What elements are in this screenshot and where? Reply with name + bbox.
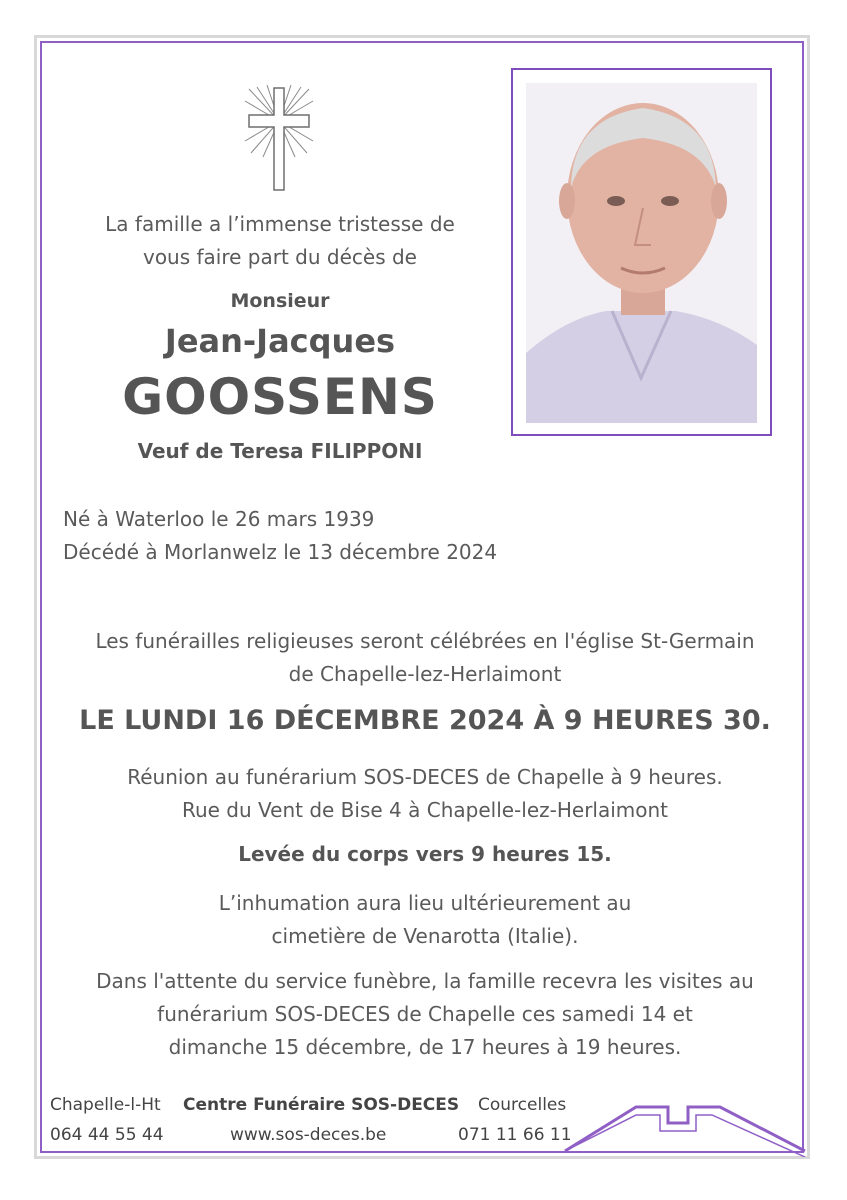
visits-info xyxy=(45,965,805,1064)
house-outline-icon xyxy=(470,1095,812,1157)
birth-line: Né à Waterloo le 26 mars 1939 xyxy=(63,507,375,531)
footer-left-phone: 064 44 55 44 xyxy=(50,1125,164,1145)
intro-line-2: vous faire part du décès de xyxy=(142,245,417,269)
portrait-image xyxy=(526,83,757,423)
footer-right-phone: 071 11 66 11 xyxy=(458,1125,572,1145)
visits-line-1: Dans l'attente du service funèbre, la famille recevra les visites au xyxy=(96,969,754,993)
levee-du-corps: Levée du corps vers 9 heures 15. xyxy=(238,842,612,866)
footer-company-name: Centre Funéraire SOS-DECES xyxy=(183,1095,460,1115)
funeral-place xyxy=(45,625,805,691)
visits-line-3: dimanche 15 décembre, de 17 heures à 19 heures. xyxy=(168,1035,682,1059)
intro-line-1: La famille a l’immense tristesse de xyxy=(105,212,455,236)
funeral-date-time: LE LUNDI 16 DÉCEMBRE 2024 À 9 HEURES 30. xyxy=(79,705,771,736)
intro-text xyxy=(60,208,500,274)
last-name: GOOSSENS xyxy=(122,368,438,426)
reunion-line-2: Rue du Vent de Bise 4 à Chapelle-lez-Herlaimont xyxy=(181,798,669,822)
inhumation-line-1: L’inhumation aura lieu ultérieurement au xyxy=(218,891,632,915)
reunion-line-1: Réunion au funérarium SOS-DECES de Chapelle à 9 heures. xyxy=(127,765,723,789)
portrait-photo xyxy=(511,68,772,436)
life-dates xyxy=(63,503,497,569)
footer-website[interactable]: www.sos-deces.be xyxy=(230,1125,387,1145)
first-name: Jean-Jacques xyxy=(164,322,396,360)
inhumation-line-2: cimetière de Venarotta (Italie). xyxy=(271,924,579,948)
civility: Monsieur xyxy=(230,290,330,312)
visits-line-2: funérarium SOS-DECES de Chapelle ces samedi 14 et xyxy=(157,1002,693,1026)
spouse-line: Veuf de Teresa FILIPPONI xyxy=(137,439,423,463)
radiant-cross-icon xyxy=(243,85,315,193)
portrait-figure xyxy=(526,83,757,423)
inhumation-info xyxy=(45,887,805,953)
footer-right-city: Courcelles xyxy=(478,1095,567,1115)
reunion-info xyxy=(45,761,805,827)
funeral-line-2: de Chapelle-lez-Herlaimont xyxy=(288,662,562,686)
footer-left-city: Chapelle-l-Ht xyxy=(50,1095,161,1115)
funeral-line-1: Les funérailles religieuses seront célébrées en l'église St-Germain xyxy=(95,629,755,653)
death-line: Décédé à Morlanwelz le 13 décembre 2024 xyxy=(63,540,498,564)
